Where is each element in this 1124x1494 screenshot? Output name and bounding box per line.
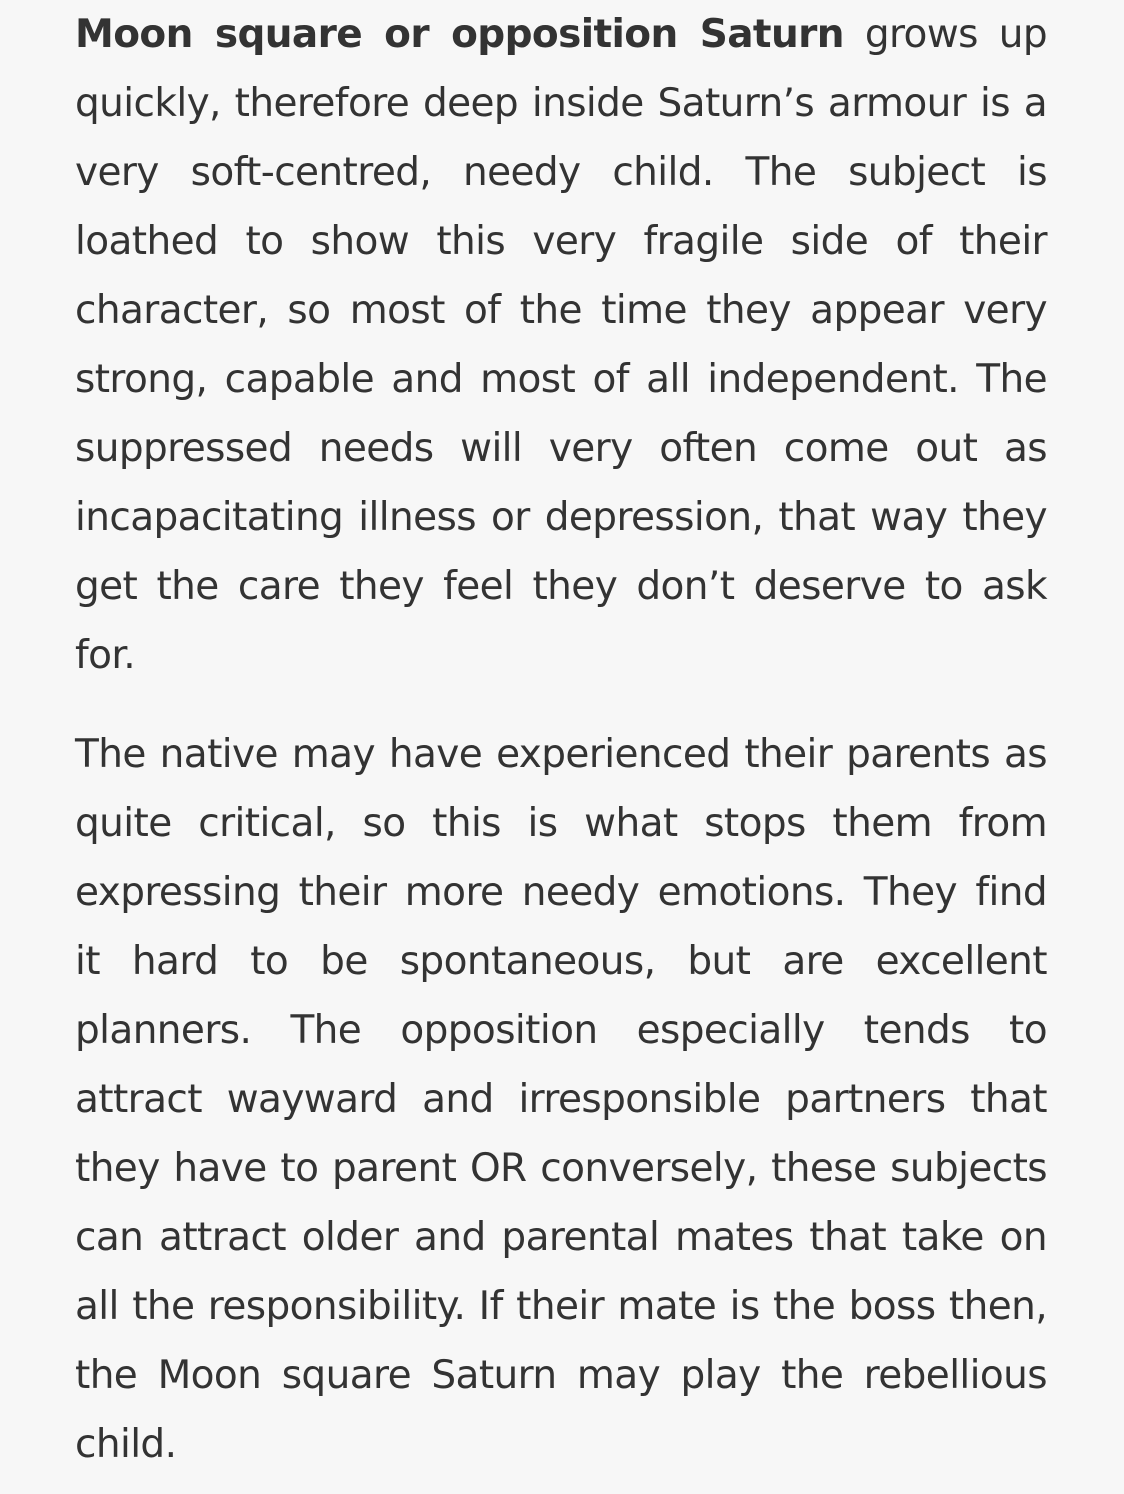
paragraph-native-parents — [75, 720, 1047, 1479]
paragraph-text: grows up quickly, therefore deep inside Saturn’s armour is a very soft-centred, needy child. The subject is loathed to show this very fragile side of their character, so most of the time they appear very strong, capable and most of all independent. The suppressed needs will very often come out as incapacitating illness or depression, that way they get the care they feel they don’t deserve to ask for. — [75, 12, 1047, 678]
paragraph-text: The native may have experienced their parents as quite critical, so this is what stops them from expressing their more needy emotions. They find it hard to be spontaneous, but are excellent planners. The opposition especially tends to attract wayward and irresponsible partners that they have to parent OR conversely, these subjects can attract older and parental mates that take on all the responsibility. If their mate is the boss then, the Moon square Saturn may play the rebellious child. — [75, 732, 1047, 1467]
paragraph-heading-bold: Moon square or opposition Saturn — [75, 12, 844, 57]
paragraph-moon-saturn-intro — [75, 0, 1047, 690]
article-body — [75, 0, 1047, 1479]
